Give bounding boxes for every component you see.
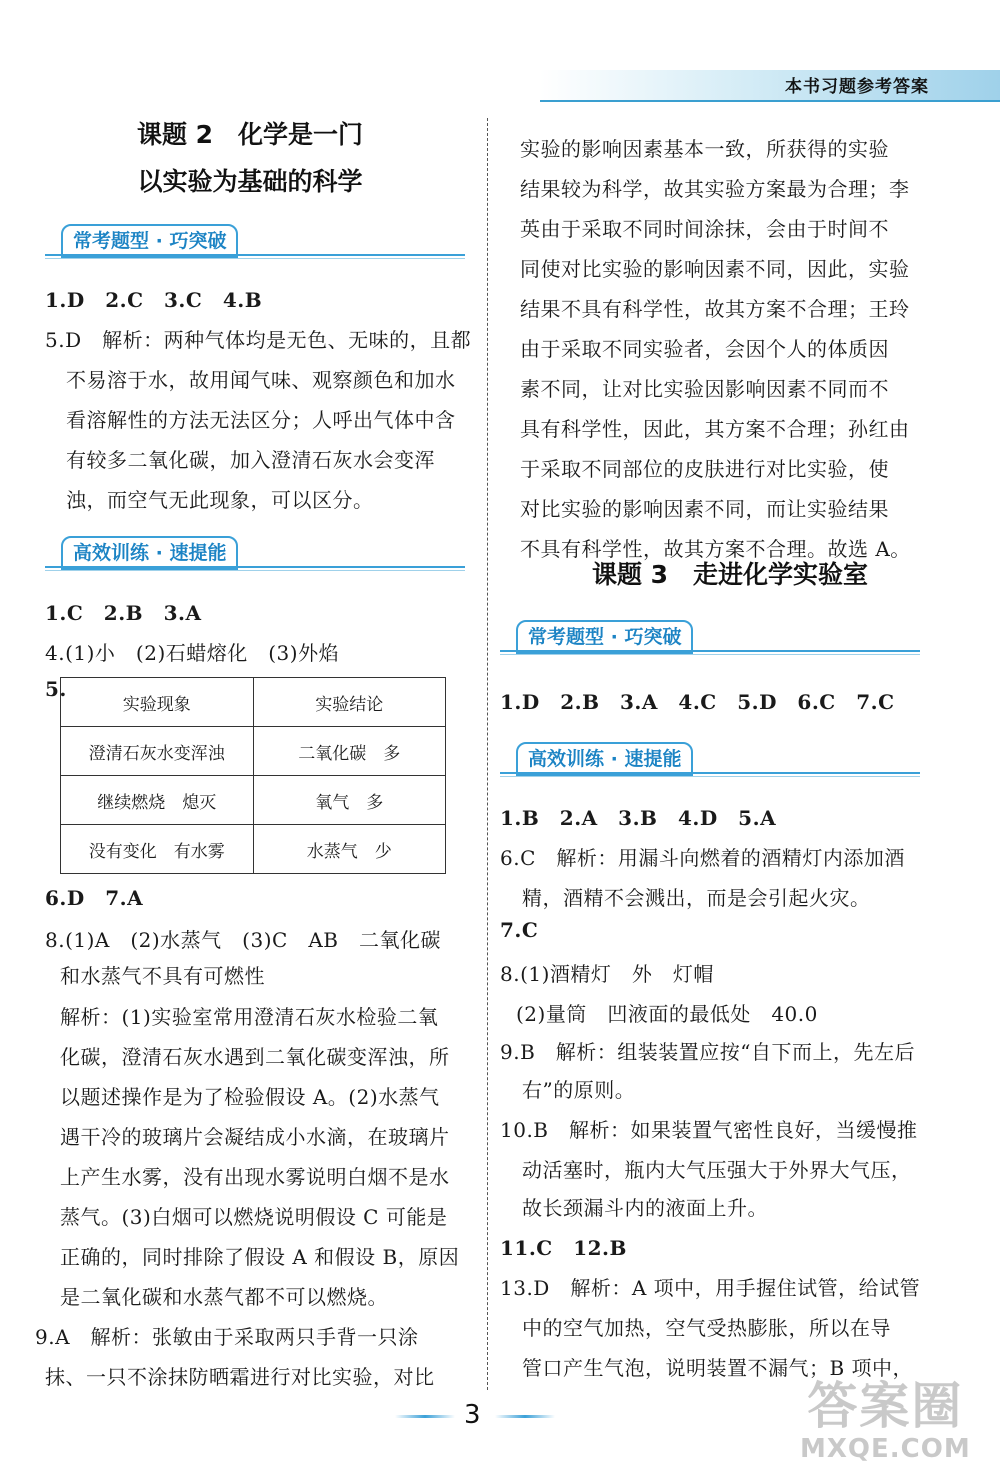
answer-line: 9.B 解析：组装装置应按“自下而上，先左后 [500, 1040, 916, 1064]
answer-line: 1.C 2.B 3.A [45, 601, 202, 625]
answer-line: 8.(1)酒精灯 外 灯帽 [500, 962, 714, 986]
answer-line: 实验的影响因素基本一致，所获得的实验 [520, 137, 889, 161]
answer-line: 抹、一只不涂抹防晒霜进行对比实验，对比 [45, 1365, 435, 1389]
answer-line: 10.B 解析：如果装置气密性良好，当缓慢推 [500, 1118, 918, 1142]
answer-line: 9.A 解析：张敏由于采取两只手背一只涂 [35, 1325, 419, 1349]
right-column [490, 0, 1000, 1400]
answer-line: 浊，而空气无此现象，可以区分。 [66, 488, 374, 512]
watermark-logo-text: 答案圈 [807, 1377, 964, 1435]
section-header-typical [45, 224, 465, 258]
answer-line: 5.D 解析：两种气体均是无色、无味的，且都 [45, 328, 472, 352]
table-cell: 澄清石灰水变浑浊 [61, 727, 254, 776]
answer-line: 8.(1)A (2)水蒸气 (3)C AB 二氧化碳 [45, 928, 441, 952]
answer-line: 解析：(1)实验室常用澄清石灰水检验二氧 [60, 1005, 439, 1029]
answer-line: 13.D 解析：A 项中，用手握住试管，给试管 [500, 1276, 921, 1300]
answer-line: 不易溶于水，故用闻气味、观察颜色和加水 [66, 368, 456, 392]
answer-line: 中的空气加热，空气受热膨胀，所以在导 [522, 1316, 891, 1340]
answer-line: 不具有科学性，故其方案不合理。故选 A。 [520, 537, 911, 561]
section-label: 常考题型 · 巧突破 [61, 224, 238, 258]
section-label: 高效训练 · 速提能 [516, 742, 693, 776]
section-rule [45, 254, 465, 256]
table-cell: 没有变化 有水雾 [61, 825, 254, 874]
table-header-cell: 实验现象 [61, 678, 254, 727]
answer-line: 蒸气。(3)白烟可以燃烧说明假设 C 可能是 [60, 1205, 448, 1229]
page-number: 3 [464, 1400, 481, 1430]
table-header-cell: 实验结论 [253, 678, 446, 727]
answer-line: (2)量筒 凹液面的最低处 40.0 [516, 1002, 818, 1026]
table-cell: 二氧化碳 多 [253, 727, 446, 776]
section-rule-light [45, 258, 465, 259]
section-label: 高效训练 · 速提能 [61, 536, 238, 570]
answer-line: 英由于采取不同时间涂抹，会由于时间不 [520, 217, 889, 241]
watermark [800, 1378, 971, 1464]
answer-line: 7.C [500, 918, 539, 942]
answer-line: 遇干冷的玻璃片会凝结成小水滴，在玻璃片 [60, 1125, 450, 1149]
table-cell: 水蒸气 少 [253, 825, 446, 874]
table-header-row [61, 678, 446, 727]
answer-line: 以题述操作是为了检验假设 A。(2)水蒸气 [60, 1085, 440, 1109]
answer-line: 4.(1)小 (2)石蜡熔化 (3)外焰 [45, 641, 340, 665]
experiment-table [60, 677, 446, 874]
answer-line: 右”的原则。 [522, 1078, 636, 1102]
answer-line: 管口产生气泡，说明装置不漏气；B 项中， [522, 1356, 914, 1380]
section-rule-light [45, 570, 465, 571]
section-rule [500, 772, 920, 774]
answer-line: 动活塞时，瓶内大气压强大于外界大气压， [522, 1158, 912, 1182]
page-number-decoration-left [395, 1415, 455, 1418]
section-header-typical [500, 620, 920, 654]
section-label: 常考题型 · 巧突破 [516, 620, 693, 654]
answer-line: 化碳，澄清石灰水遇到二氧化碳变浑浊，所 [60, 1045, 450, 1069]
answer-line: 精，酒精不会溅出，而是会引起火灾。 [522, 886, 871, 910]
answer-line: 素不同，让对比实验因影响因素不同而不 [520, 377, 889, 401]
answer-line: 正确的，同时排除了假设 A 和假设 B，原因 [60, 1245, 460, 1269]
answer-line: 结果较为科学，故其实验方案最为合理；李 [520, 177, 910, 201]
table-cell: 氧气 多 [253, 776, 446, 825]
answer-line: 结果不具有科学性，故其方案不合理；王玲 [520, 297, 910, 321]
section-rule [45, 566, 465, 568]
answer-line: 6.D 7.A [45, 886, 144, 910]
answer-line: 对比实验的影响因素不同，而让实验结果 [520, 497, 889, 521]
answer-line: 由于采取不同实验者，会因个人的体质因 [520, 337, 889, 361]
answer-line: 于采取不同部位的皮肤进行对比实验，使 [520, 457, 889, 481]
answer-line: 6.C 解析：用漏斗向燃着的酒精灯内添加酒 [500, 846, 905, 870]
section-rule-light [500, 776, 920, 777]
section-rule [500, 650, 920, 652]
column-divider [487, 118, 488, 1390]
answer-line: 1.D 2.C 3.C 4.B [45, 288, 263, 312]
lesson2-title-line2: 以实验为基础的科学 [137, 167, 363, 196]
answer-line: 具有科学性，因此，其方案不合理；孙红由 [520, 417, 910, 441]
section-rule-light [500, 654, 920, 655]
answer-line: 11.C 12.B [500, 1236, 627, 1260]
lesson2-title-line1: 课题 2 化学是一门 [136, 120, 364, 149]
watermark-url: MXQE.COM [800, 1434, 971, 1464]
table-row [61, 776, 446, 825]
answer-line: 看溶解性的方法无法区分；人呼出气体中含 [66, 408, 456, 432]
answer-line: 是二氧化碳和水蒸气都不可以燃烧。 [60, 1285, 388, 1309]
answer-line: 和水蒸气不具有可燃性 [60, 964, 265, 988]
table-row [61, 825, 446, 874]
answer-line: 同使对比实验的影响因素不同，因此，实验 [520, 257, 910, 281]
answer-line: 故长颈漏斗内的液面上升。 [522, 1196, 768, 1220]
answer-line: 上产生水雾，没有出现水雾说明白烟不是水 [60, 1165, 450, 1189]
table-cell: 继续燃烧 熄灭 [61, 776, 254, 825]
answer-line: 有较多二氧化碳，加入澄清石灰水会变浑 [66, 448, 435, 472]
section-header-training [500, 742, 920, 776]
answer-number: 5. [45, 677, 67, 701]
header-title: 本书习题参考答案 [785, 77, 929, 97]
section-header-training [45, 536, 465, 570]
answer-line: 1.D 2.B 3.A 4.C 5.D 6.C 7.C [500, 690, 895, 714]
left-column [0, 0, 487, 1400]
answer-line: 1.B 2.A 3.B 4.D 5.A [500, 806, 777, 830]
table-row [61, 727, 446, 776]
lesson3-title: 课题 3 走进化学实验室 [591, 560, 869, 589]
page-number-decoration-right [495, 1415, 555, 1418]
